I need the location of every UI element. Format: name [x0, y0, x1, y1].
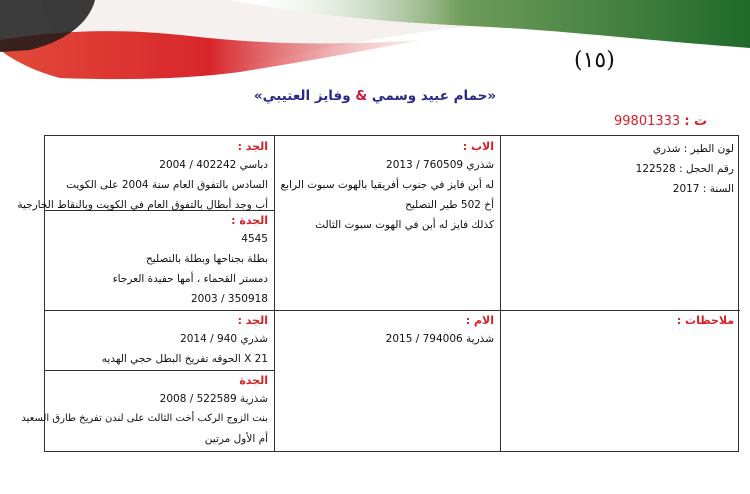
- maternal-grandmother-line-1: شذرية 522589 / 2008: [159, 393, 268, 405]
- title-quote-open: «: [487, 88, 497, 104]
- paternal-grandmother-line-3: دمستر القحماء ، أمها حفيدة العرجاء: [112, 273, 268, 285]
- maternal-grandmother-heading: الجدة: [239, 374, 268, 387]
- paternal-grandfather-line-3: أب وجد أبطال بالتفوق العام في الكويت وبالنقاط الخارجية: [17, 199, 268, 211]
- maternal-grandmother-line-2: بنت الزوج الركب أخت الثالث على لندن تفريخ طارق السعيد: [21, 413, 268, 424]
- bird-year: السنة : 2017: [672, 183, 734, 195]
- title-ampersand: &: [355, 88, 368, 104]
- father-cell: [274, 136, 500, 310]
- paternal-grandfather-heading: الجد :: [237, 140, 268, 153]
- title-part-1: حمام عبيد وسمي: [371, 88, 488, 104]
- paternal-grandmother-line-1: 4545: [241, 233, 268, 245]
- paternal-grandmother-line-2: بطلة بجناحها وبطلة بالتصليح: [146, 253, 268, 265]
- phone-number: 99801333: [614, 114, 681, 129]
- paternal-grandmother-heading: الجدة :: [231, 214, 268, 227]
- pedigree-table: [17, 135, 739, 452]
- paternal-grandfather-line-2: السادس بالتفوق العام سنة 2004 على الكويت: [66, 179, 268, 191]
- maternal-grandfather-line-2: 21 X الحوقه تفريخ البطل حجي الهديه: [101, 353, 268, 365]
- phone-line: [614, 114, 707, 129]
- bird-info-cell: [500, 136, 740, 310]
- father-heading: الاب :: [462, 140, 494, 153]
- mother-heading: الام :: [465, 314, 494, 327]
- remarks-heading: ملاحظات :: [676, 314, 734, 327]
- father-line-4: كذلك فايز له أبن في الهوت سبوت الثالث: [315, 219, 494, 231]
- maternal-grandfather-cell: [45, 310, 274, 370]
- mother-cell: [274, 310, 500, 453]
- paternal-grandfather-cell: [17, 136, 274, 211]
- title-part-2: وفايز العتيبي: [262, 88, 351, 104]
- bird-color: لون الطير : شذري: [652, 143, 734, 155]
- maternal-grandfather-heading: الجد :: [237, 314, 268, 327]
- remarks-cell: [500, 310, 740, 453]
- maternal-grandmother-line-3: أم الأول مرتين: [204, 433, 268, 445]
- page-title: [0, 88, 750, 104]
- mother-line-1: شذرية 794006 / 2015: [385, 333, 494, 345]
- maternal-grandmother-cell: [21, 370, 274, 453]
- title-quote-close: »: [253, 88, 263, 104]
- father-line-2: له أبن فايز في جنوب أفريقيا بالهوت سبوت الرابع: [280, 179, 494, 191]
- paternal-grandmother-line-4: 350918 / 2003: [190, 293, 268, 305]
- flag-banner: [0, 0, 750, 80]
- phone-label: ت :: [684, 114, 708, 129]
- maternal-grandfather-line-1: شذري 940 / 2014: [180, 333, 268, 345]
- paternal-grandmother-cell: [45, 210, 274, 310]
- page-number: (١٥): [574, 48, 615, 73]
- father-line-3: أخ 502 طير التصليح: [405, 199, 494, 211]
- paternal-grandfather-line-1: دباسي 402242 / 2004: [159, 159, 268, 171]
- bird-ring-number: رقم الحجل : 122528: [635, 163, 734, 175]
- father-line-1: شذري 760509 / 2013: [386, 159, 494, 171]
